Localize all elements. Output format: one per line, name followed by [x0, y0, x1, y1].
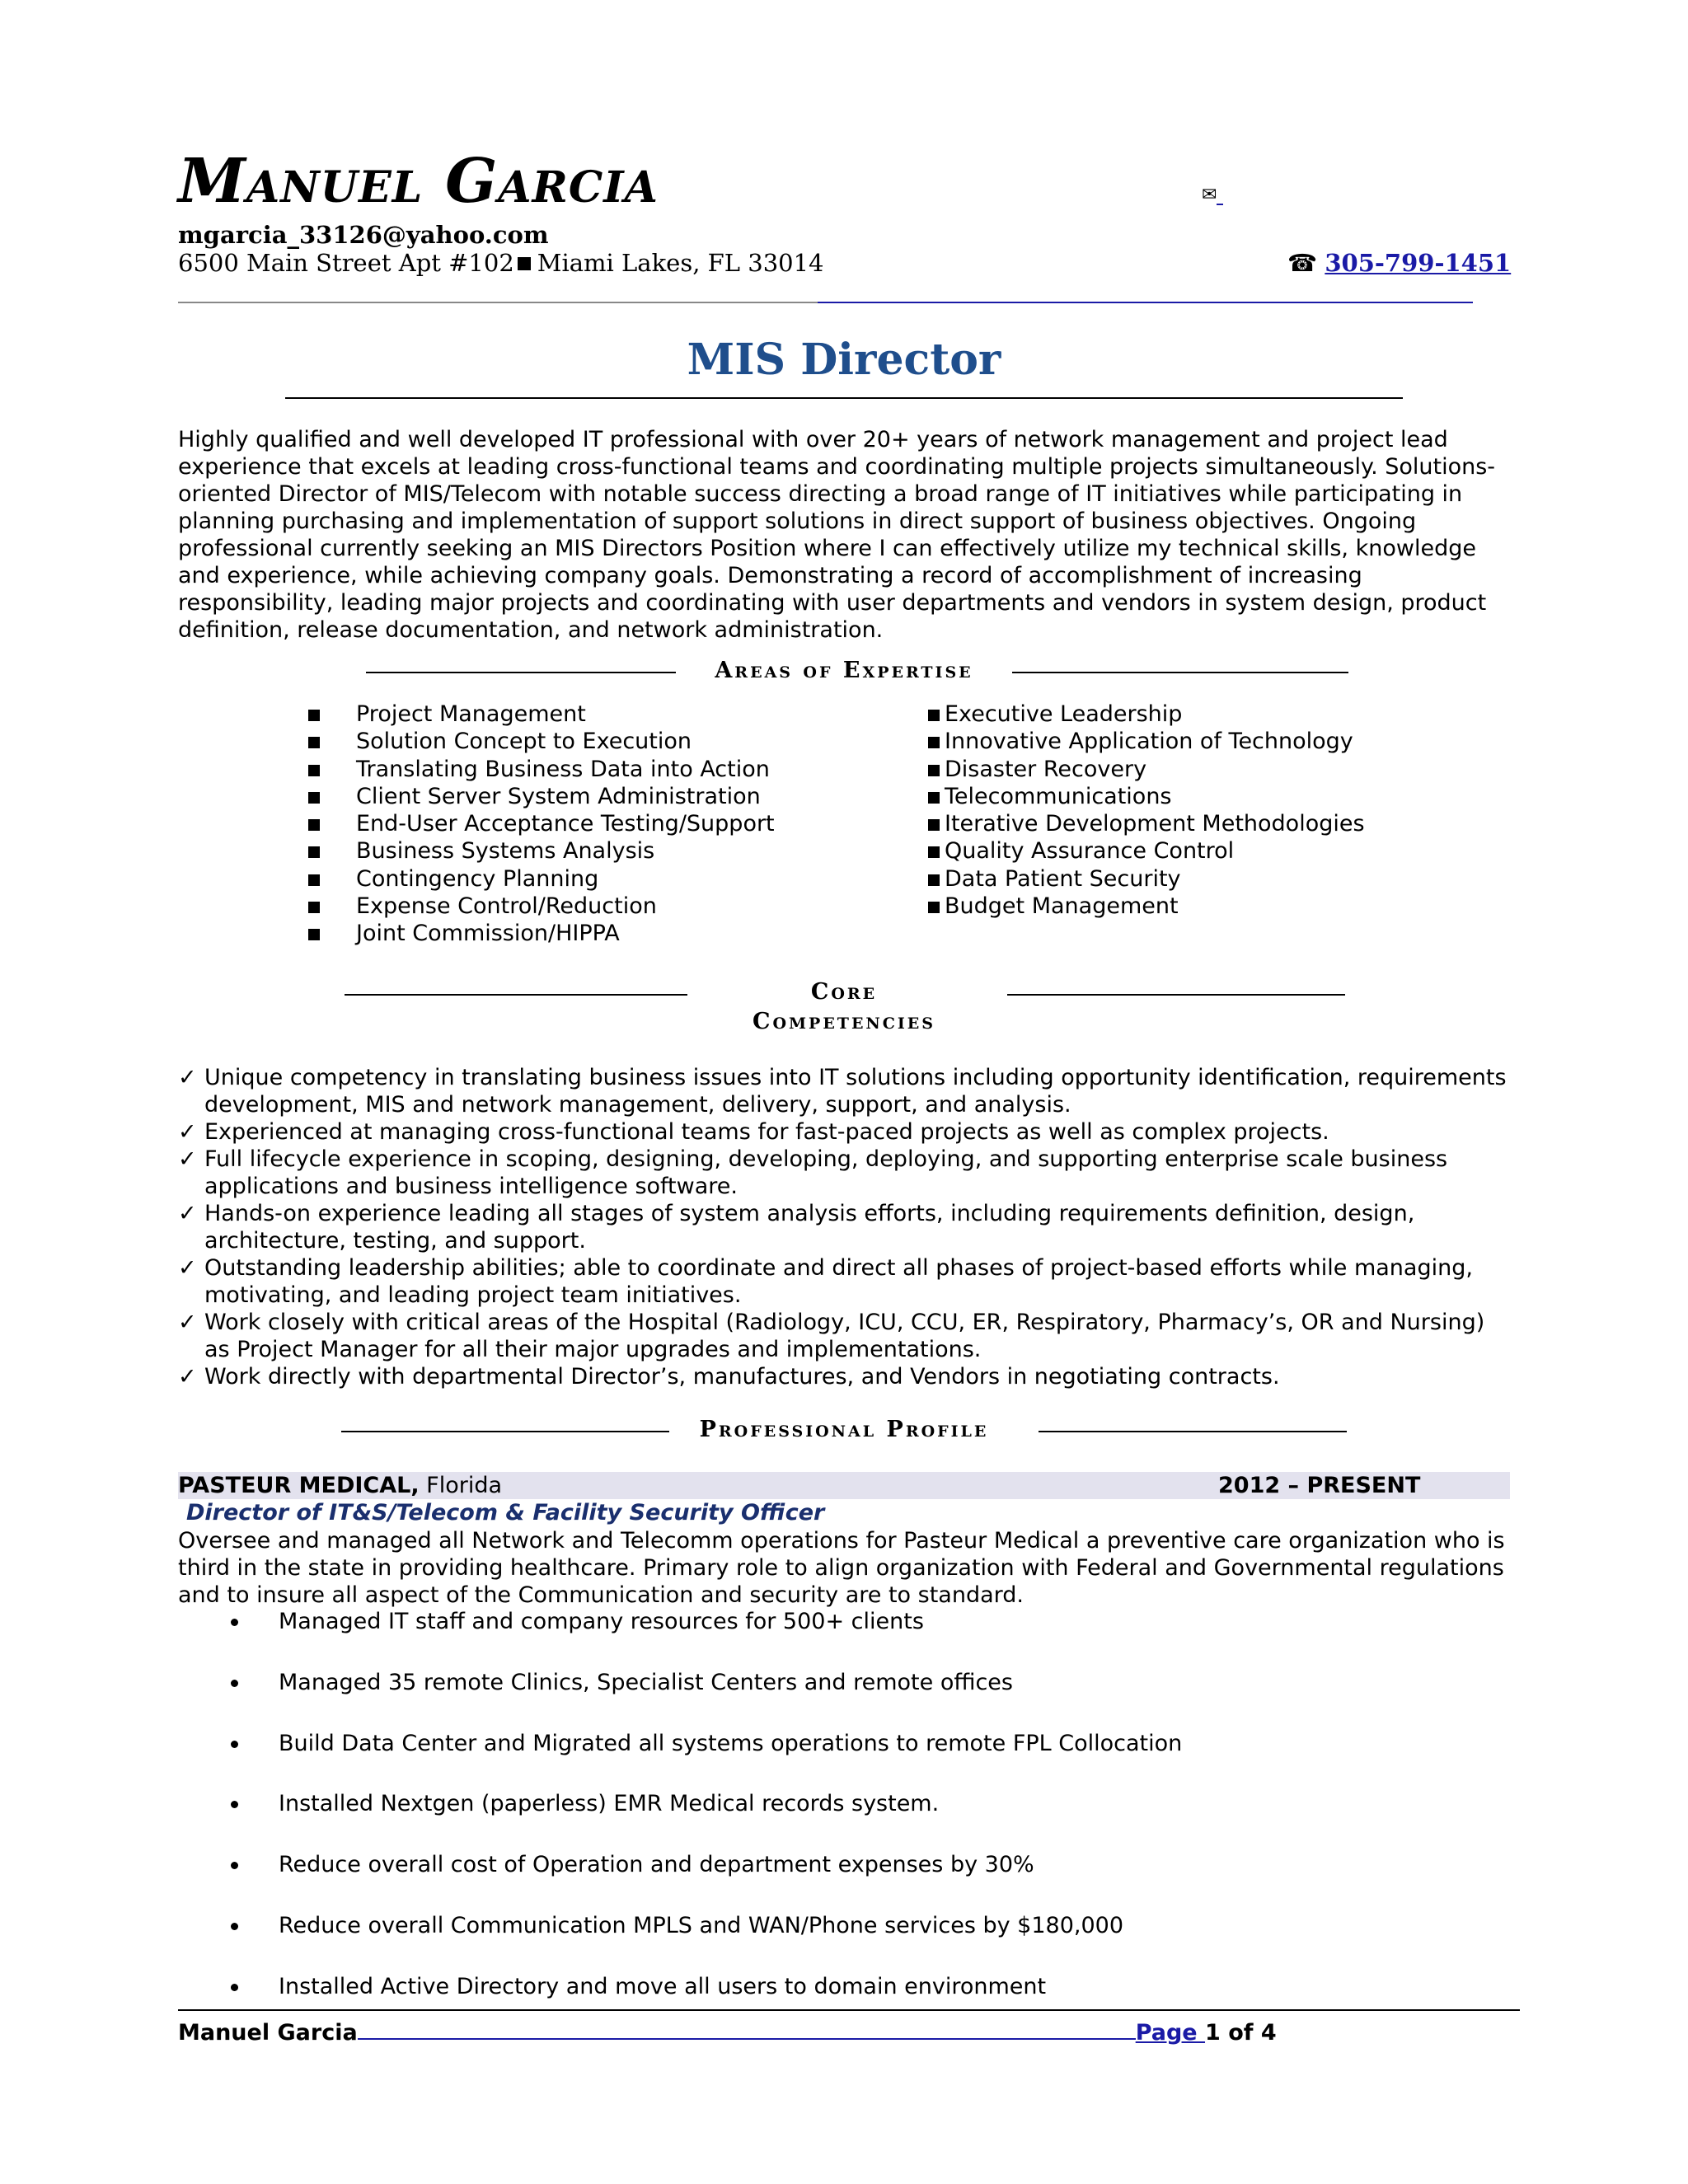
expertise-item — [928, 701, 1365, 728]
expertise-list-right — [928, 701, 1365, 920]
footer-page-count: 1 of 4 — [1205, 2020, 1277, 2046]
professional-summary: Highly qualified and well developed IT professional with over 20+ years of network management and project lead experience that excels at leading cross-functional teams and coordinating multiple projects simultaneously. Solutions-oriented Director of MIS/Telecom with notable success directing a broad range of IT initiatives while participating in planning purchasing and implementation of support solutions in direct support of business objectives. Ongoing professional currently seeking an MIS Directors Position where I can effectively utilize my technical skills, knowledge and experience, while achieving company goals. Demonstrating a record of accomplishment of increasing responsibility, leading major projects and coordinating with user departments and vendors in system design, product definition, release documentation, and network administration. — [178, 427, 1496, 643]
resume-title: MIS Director — [687, 335, 1001, 385]
competency-text: Full lifecycle experience in scoping, designing, developing, deploying, and supporting enterprise scale business applications and business intelligence software. — [204, 1146, 1448, 1199]
expertise-list-left — [308, 701, 775, 948]
job-header-bar — [178, 1472, 1510, 1499]
expertise-item — [308, 810, 775, 837]
achievement-text: Installed Nextgen (paperless) EMR Medical records system. — [279, 1791, 940, 1817]
job-role: Director of IT&S/Telecom & Facility Security Officer — [186, 1500, 825, 1526]
square-bullet-icon — [928, 846, 940, 858]
expertise-item-label: Joint Commission/HIPPA — [356, 921, 620, 947]
achievement-text: Build Data Center and Migrated all systems operations to remote FPL Collocation — [279, 1730, 1183, 1756]
bullet-dot-icon — [231, 1984, 238, 1991]
bullet-dot-icon — [231, 1862, 238, 1869]
competencies-heading-line1: Core — [810, 979, 878, 1005]
expertise-item — [308, 893, 775, 920]
expertise-item-label: Innovative Application of Technology — [945, 729, 1353, 755]
checkmark-icon: ✓ — [178, 1364, 197, 1390]
header-divider-blue — [818, 302, 1473, 303]
expertise-item — [308, 701, 775, 728]
achievement-text: Managed 35 remote Clinics, Specialist Centers and remote offices — [279, 1669, 1013, 1695]
expertise-item-label: Business Systems Analysis — [356, 838, 655, 865]
competency-text: Experienced at managing cross-functional teams for fast-paced projects as well as complex projects. — [204, 1119, 1329, 1145]
achievement-text: Reduce overall Communication MPLS and WAN/Phone services by $180,000 — [279, 1912, 1123, 1938]
expertise-item — [928, 756, 1365, 783]
expertise-heading: Areas of Expertise — [715, 658, 973, 683]
square-bullet-icon — [308, 792, 320, 804]
expertise-item — [308, 728, 775, 755]
achievement-item — [178, 1669, 1497, 1730]
competency-item — [178, 1064, 1513, 1118]
bullet-dot-icon — [231, 1923, 238, 1930]
checkmark-icon: ✓ — [178, 1065, 197, 1090]
square-bullet-icon — [308, 929, 320, 940]
competency-text: Work directly with departmental Director’s, manufactures, and Vendors in negotiating contracts. — [204, 1364, 1280, 1390]
job-dates: 2012 – PRESENT — [1218, 1473, 1421, 1498]
expertise-item-label: Iterative Development Methodologies — [945, 811, 1365, 837]
square-bullet-icon — [518, 257, 531, 270]
achievement-item — [178, 1608, 1497, 1669]
expertise-item-label: Expense Control/Reduction — [356, 893, 657, 920]
expertise-item-label: Translating Business Data into Action — [356, 756, 770, 782]
competency-text: Outstanding leadership abilities; able to coordinate and direct all phases of project-based efforts while managing, motivating, and leading project team initiatives. — [204, 1255, 1473, 1308]
square-bullet-icon — [928, 819, 940, 831]
page-footer — [178, 2019, 1277, 2046]
expertise-item-label: Budget Management — [945, 893, 1179, 920]
expertise-item — [928, 810, 1365, 837]
address-city: Miami Lakes, FL 33014 — [537, 249, 824, 277]
square-bullet-icon — [928, 737, 940, 748]
competency-item — [178, 1118, 1513, 1146]
expertise-item-label: End-User Acceptance Testing/Support — [356, 811, 775, 837]
expertise-item — [308, 783, 775, 810]
achievement-item — [178, 1730, 1497, 1791]
footer-underline — [358, 2020, 1136, 2040]
address-street: 6500 Main Street Apt #102 — [178, 249, 514, 277]
checkmark-icon: ✓ — [178, 1119, 197, 1145]
square-bullet-icon — [308, 846, 320, 858]
square-bullet-icon — [928, 765, 940, 776]
square-bullet-icon — [308, 874, 320, 886]
expertise-item — [928, 837, 1365, 865]
square-bullet-icon — [928, 710, 940, 721]
competency-item — [178, 1309, 1513, 1363]
job-location: Florida — [426, 1473, 503, 1498]
competency-item — [178, 1254, 1513, 1309]
achievement-text: Reduce overall cost of Operation and department expenses by 30% — [279, 1852, 1034, 1878]
title-underline — [285, 397, 1403, 399]
expertise-item — [308, 865, 775, 893]
checkmark-icon: ✓ — [178, 1310, 197, 1335]
profile-heading: Professional Profile — [699, 1417, 989, 1442]
expertise-item-label: Quality Assurance Control — [945, 838, 1235, 865]
email-address: mgarcia_33126@yahoo.com — [178, 221, 549, 249]
checkmark-icon: ✓ — [178, 1146, 197, 1172]
bullet-dot-icon — [231, 1619, 238, 1626]
job-achievements-list — [178, 1608, 1497, 2034]
competency-item — [178, 1200, 1513, 1254]
expertise-item-label: Telecommunications — [945, 783, 1172, 809]
phone-link[interactable]: 305-799-1451 — [1325, 249, 1512, 277]
expertise-item-label: Executive Leadership — [945, 701, 1183, 727]
expertise-item-label: Project Management — [356, 701, 586, 727]
achievement-text: Installed Active Directory and move all users to domain environment — [279, 1973, 1047, 1999]
achievement-item — [178, 1912, 1497, 1973]
envelope-icon[interactable] — [1202, 185, 1223, 205]
footer-page-link[interactable]: Page — [1135, 2020, 1206, 2046]
expertise-item-label: Data Patient Security — [945, 865, 1181, 892]
competencies-rule-right — [1007, 994, 1345, 996]
square-bullet-icon — [928, 902, 940, 913]
checkmark-icon: ✓ — [178, 1255, 197, 1281]
expertise-item — [928, 893, 1365, 920]
expertise-item — [308, 920, 775, 947]
expertise-item-label: Solution Concept to Execution — [356, 729, 692, 755]
competency-text: Work closely with critical areas of the Hospital (Radiology, ICU, CCU, ER, Respiratory, Pharmacy’s, OR and Nursing) as Project Manager for all their major upgrades and implementations. — [204, 1310, 1485, 1362]
job-description: Oversee and managed all Network and Telecomm operations for Pasteur Medical a preventive care organization who is third in the state in providing healthcare. Primary role to align organization with Federal and Governmental regulations and to insure all aspect of the Communication and security are to standard. — [178, 1528, 1505, 1608]
competency-text: Hands-on experience leading all stages of system analysis efforts, including requirements definition, design, architecture, testing, and support. — [204, 1201, 1415, 1254]
square-bullet-icon — [308, 902, 320, 913]
competency-text: Unique competency in translating business issues into IT solutions including opportunity identification, requirements development, MIS and network management, delivery, support, and analysis. — [204, 1065, 1507, 1118]
expertise-item — [928, 783, 1365, 810]
candidate-name: Manuel Garcia — [178, 146, 659, 217]
achievement-text: Managed IT staff and company resources for 500+ clients — [279, 1609, 924, 1634]
competency-item — [178, 1363, 1513, 1390]
expertise-item — [928, 728, 1365, 755]
job-company: PASTEUR MEDICAL, — [178, 1473, 420, 1498]
square-bullet-icon — [308, 819, 320, 831]
footer-name: Manuel Garcia — [178, 2020, 358, 2046]
postal-address — [178, 249, 824, 277]
expertise-item — [308, 756, 775, 783]
expertise-item — [308, 837, 775, 865]
expertise-item — [928, 865, 1365, 893]
envelope-glyph: ✉ — [1202, 185, 1217, 205]
expertise-item-label: Client Server System Administration — [356, 783, 761, 809]
bullet-dot-icon — [231, 1801, 238, 1808]
phone-icon: ☎ — [1287, 249, 1318, 277]
phone-line — [1287, 249, 1511, 277]
competencies-list — [178, 1064, 1513, 1390]
header-divider-gray — [178, 302, 818, 303]
square-bullet-icon — [928, 874, 940, 886]
profile-rule-right — [1039, 1431, 1347, 1432]
bullet-dot-icon — [231, 1680, 238, 1687]
bullet-dot-icon — [231, 1741, 238, 1748]
square-bullet-icon — [928, 792, 940, 804]
square-bullet-icon — [308, 710, 320, 721]
square-bullet-icon — [308, 737, 320, 748]
competencies-heading-line2: Competencies — [752, 1009, 936, 1034]
expertise-rule-right — [1012, 672, 1348, 673]
expertise-item-label: Contingency Planning — [356, 865, 599, 892]
footer-rule — [178, 2009, 1520, 2011]
expertise-item-label: Disaster Recovery — [945, 756, 1147, 782]
achievement-item — [178, 1851, 1497, 1912]
square-bullet-icon — [308, 765, 320, 776]
checkmark-icon: ✓ — [178, 1201, 197, 1226]
competency-item — [178, 1146, 1513, 1200]
achievement-item — [178, 1790, 1497, 1851]
